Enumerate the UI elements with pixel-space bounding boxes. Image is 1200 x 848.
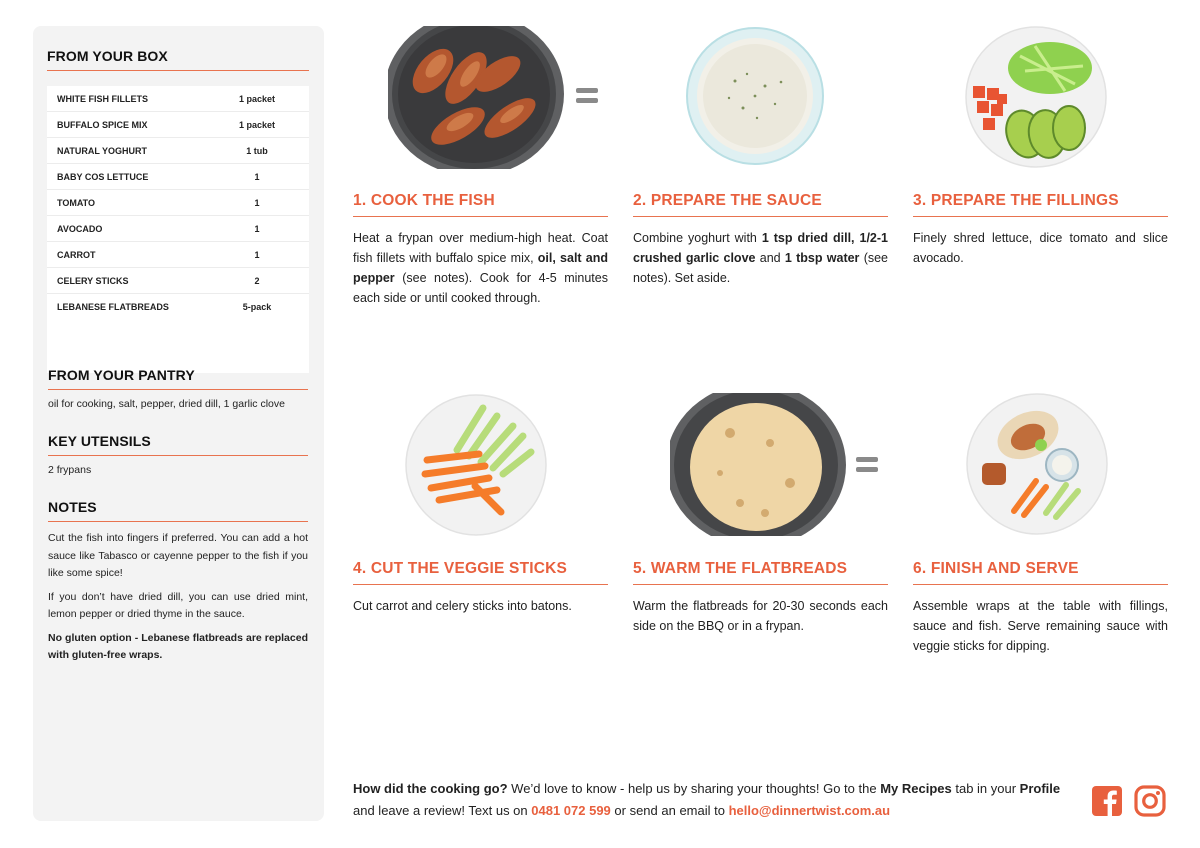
note-paragraph: Cut the fish into fingers if preferred. You can add a hot sauce like Tabasco or cayenne pepper to the fish if you like some spice! [48, 532, 308, 579]
pantry-title: FROM YOUR PANTRY [48, 367, 308, 390]
notes-body [48, 530, 308, 671]
facebook-icon[interactable] [1091, 785, 1123, 817]
flatbread-frypan-image [670, 393, 885, 536]
feedback-footer: How did the cooking go? We’d love to know - help us by sharing your thoughts! Go to the My Recipes tab in your Profile and leave a review! Text us on 0481 072 599 or send an email to hello@dinnertwist.com.au [353, 781, 1061, 818]
ingredient-name: BUFFALO SPICE MIX [57, 119, 148, 130]
ingredient-name: LEBANESE FLATBREADS [57, 302, 169, 312]
ingredient-row [47, 164, 309, 190]
instagram-icon[interactable] [1134, 785, 1166, 817]
finished-wrap-image [966, 393, 1108, 535]
ingredient-qty: 1 packet [238, 93, 276, 104]
step-4-title: 4. CUT THE VEGGIE STICKS [353, 560, 608, 585]
ingredient-row [47, 268, 309, 294]
profile-link[interactable]: Profile [1019, 781, 1061, 796]
ingredient-name: CELERY STICKS [57, 275, 129, 286]
frypan-fish-image [388, 26, 603, 169]
my-recipes-link[interactable]: My Recipes [880, 781, 952, 796]
step-4-text: Cut carrot and celery sticks into batons. [353, 599, 572, 613]
ingredient-qty: 5-pack [242, 302, 272, 312]
sidebar [33, 26, 324, 821]
pantry-text: oil for cooking, salt, pepper, dried dill, 1 garlic clove [48, 398, 285, 410]
utensils-text: 2 frypans [48, 464, 92, 476]
ingredient-list [47, 86, 309, 373]
ingredient-qty: 1 [254, 223, 260, 234]
ingredient-row [47, 294, 309, 320]
step-3-title: 3. PREPARE THE FILLINGS [913, 192, 1168, 217]
step-2-text: Combine yoghurt with 1 tsp dried dill, 1/2-1 crushed garlic clove and 1 tbsp water (see notes). Set aside. [633, 231, 889, 285]
step-5-text: Warm the flatbreads for 20-30 seconds each side on the BBQ or in a frypan. [633, 599, 888, 633]
ingredient-row [47, 112, 309, 138]
ingredient-name: NATURAL YOGHURT [57, 145, 147, 156]
feedback-question: How did the cooking go? [353, 781, 508, 796]
ingredient-qty: 1 [254, 249, 260, 260]
ingredient-qty: 1 [254, 171, 260, 182]
ingredient-row [47, 86, 309, 112]
ingredient-name: AVOCADO [57, 223, 103, 234]
step-1-text: Heat a frypan over medium-high heat. Coat fish fillets with buffalo spice mix, oil, salt and pepper (see notes). Cook for 4-5 minutes each side or until cooked through. [353, 231, 609, 305]
note-paragraph-gluten: No gluten option - Lebanese flatbreads are replaced with gluten-free wraps. [48, 631, 308, 661]
ingredient-row [47, 216, 309, 242]
utensils-title: KEY UTENSILS [48, 433, 308, 456]
ingredient-qty: 1 tub [246, 145, 268, 156]
step-3-text: Finely shred lettuce, dice tomato and slice avocado. [913, 231, 1168, 265]
ingredient-name: WHITE FISH FILLETS [57, 93, 148, 104]
ingredient-row [47, 138, 309, 164]
ingredient-qty: 1 packet [238, 119, 276, 130]
notes-title: NOTES [48, 499, 308, 522]
ingredient-qty: 2 [254, 275, 260, 286]
ingredient-name: BABY COS LETTUCE [57, 171, 149, 182]
step-5-title: 5. WARM THE FLATBREADS [633, 560, 888, 585]
yoghurt-sauce-image [685, 26, 825, 166]
ingredient-name: TOMATO [57, 197, 95, 208]
email-link[interactable]: hello@dinnertwist.com.au [728, 803, 891, 818]
step-6-title: 6. FINISH AND SERVE [913, 560, 1168, 585]
from-your-box-title: FROM YOUR BOX [47, 48, 309, 71]
fillings-plate-image [965, 26, 1107, 168]
ingredient-name: CARROT [57, 249, 96, 260]
ingredient-row [47, 190, 309, 216]
step-2-title: 2. PREPARE THE SAUCE [633, 192, 888, 217]
step-6-text: Assemble wraps at the table with fillings, sauce and fish. Serve remaining sauce with veggie sticks for dipping. [913, 599, 1168, 653]
phone-number[interactable]: 0481 072 599 [531, 803, 611, 818]
step-1-title: 1. COOK THE FISH [353, 192, 608, 217]
ingredient-row [47, 242, 309, 268]
veggie-sticks-image [405, 394, 547, 536]
note-paragraph: If you don’t have dried dill, you can use dried mint, lemon pepper or dried thyme in the sauce. [48, 590, 308, 620]
ingredient-qty: 1 [254, 197, 260, 208]
